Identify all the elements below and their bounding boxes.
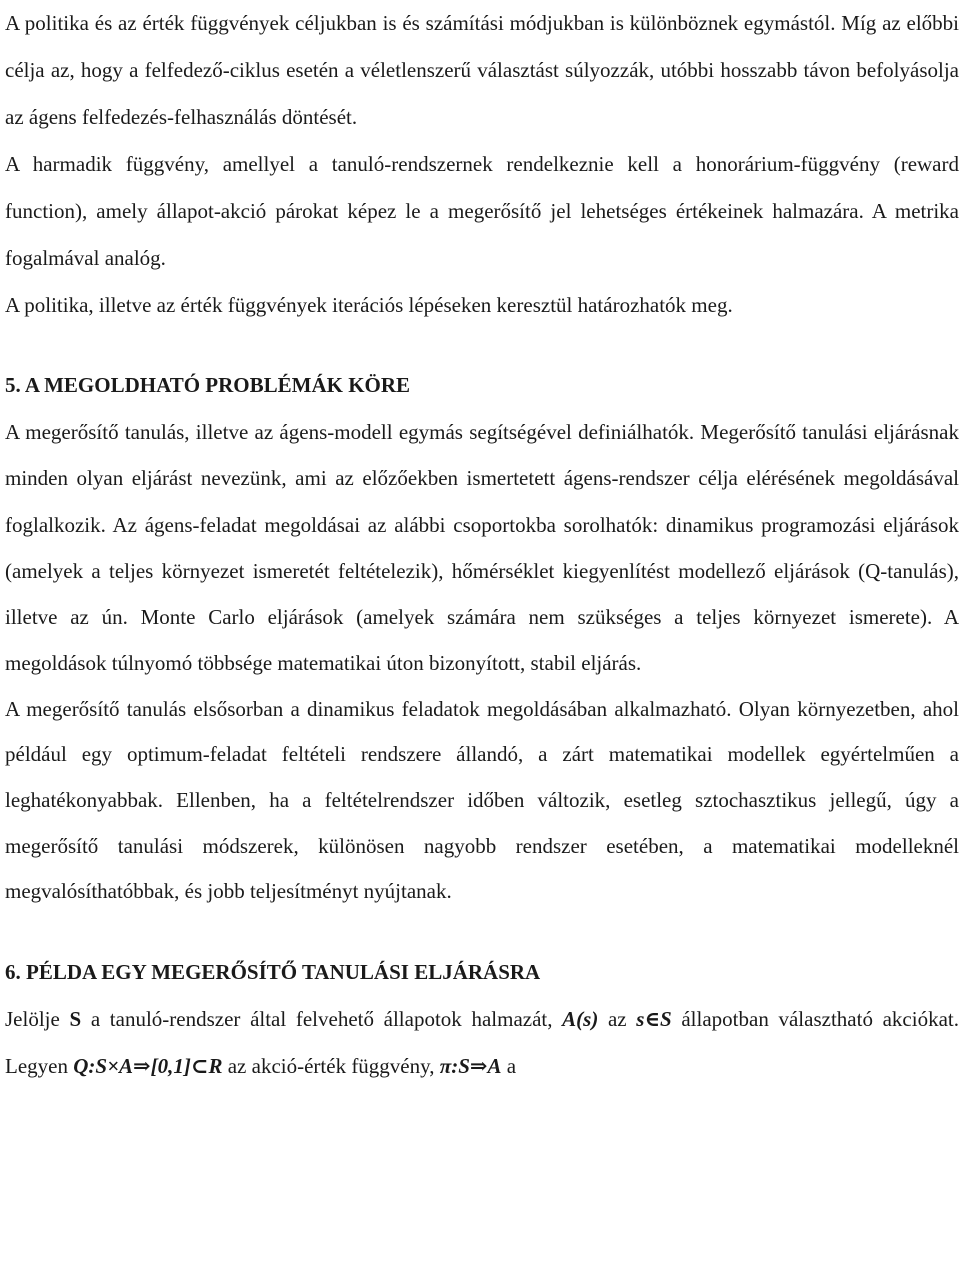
document-page	[5, 0, 959, 1090]
paragraph-dynamic-tasks: A megerősítő tanulás elsősorban a dinamikus feladatok megoldásában alkalmazható. Olyan környezetben, ahol például egy optimum-feladat feltételi rendszere állandó, a zárt matematikai modellek egyértelműen a leghatékonyabbak. Ellenben, ha a feltételrendszer időben változik, esetleg sztochasztikus jellegű, úgy a megerősítő tanulási módszerek, különösen nagyobb rendszer esetében, a matematikai modelleknél megvalósíthatóbbak, és jobb teljesítményt nyújtanak.	[5, 696, 959, 904]
paragraph-reward-function: A harmadik függvény, amellyel a tanuló-rendszernek rendelkeznie kell a honorárium-függvény (reward function), amely állapot-akció párokat képez le a megerősítő jel lehetséges értékeinek halmazára. A metrika fogalmával analóg.	[5, 152, 959, 270]
math-policy: π:S⇒A	[439, 1053, 502, 1078]
paragraph-example-definition: Jelölje S a tanuló-rendszer által felvehető állapotok halmazát, A(s) az s∈S állapotban választható akciókat. Legyen Q:S×A⇒[0,1]⊂R az akció-érték függvény, π:S⇒A a	[5, 1006, 959, 1078]
section-6-heading: 6. PÉLDA EGY MEGERŐSÍTŐ TANULÁSI ELJÁRÁSRA	[5, 959, 541, 984]
paragraph-iteration: A politika, illetve az érték függvények iterációs lépéseken keresztül határozhatók meg.	[5, 293, 733, 317]
math-s: S	[69, 1006, 82, 1031]
section-5-heading: 5. A MEGOLDHATÓ PROBLÉMÁK KÖRE	[5, 373, 411, 397]
math-as: A(s)	[562, 1006, 599, 1031]
math-q-function: Q:S×A⇒[0,1]⊂R	[73, 1053, 223, 1078]
paragraph-solvable-problems: A megerősítő tanulás, illetve az ágens-modell egymás segítségével definiálhatók. Megerősítő tanulási eljárásnak minden olyan eljárást nevezünk, ami az előzőekben ismertetett ágens-rendszer célja elérésének megoldásával foglalkozik. Az ágens-feladat megoldásai az alábbi csoportokba sorolhatók: dinamikus programozási eljárások (amelyek a teljes környezet ismeretét feltételezik), hőmérséklet kiegyenlítést modellező eljárások (Q-tanulás), illetve az ún. Monte Carlo eljárások (amelyek számára nem szükséges a teljes környezet ismerete). A megoldások túlnyomó többsége matematikai úton bizonyított, stabil eljárás.	[5, 420, 959, 676]
math-s-in-s: s∈S	[636, 1006, 672, 1031]
paragraph-policy-value: A politika és az érték függvények céljukban is és számítási módjukban is különböznek egymástól. Míg az előbbi célja az, hogy a felfedező-ciklus esetén a véletlenszerű választást súlyozzák, utóbbi hosszabb távon befolyásolja az ágens felfedezés-felhasználás döntését.	[5, 11, 959, 129]
